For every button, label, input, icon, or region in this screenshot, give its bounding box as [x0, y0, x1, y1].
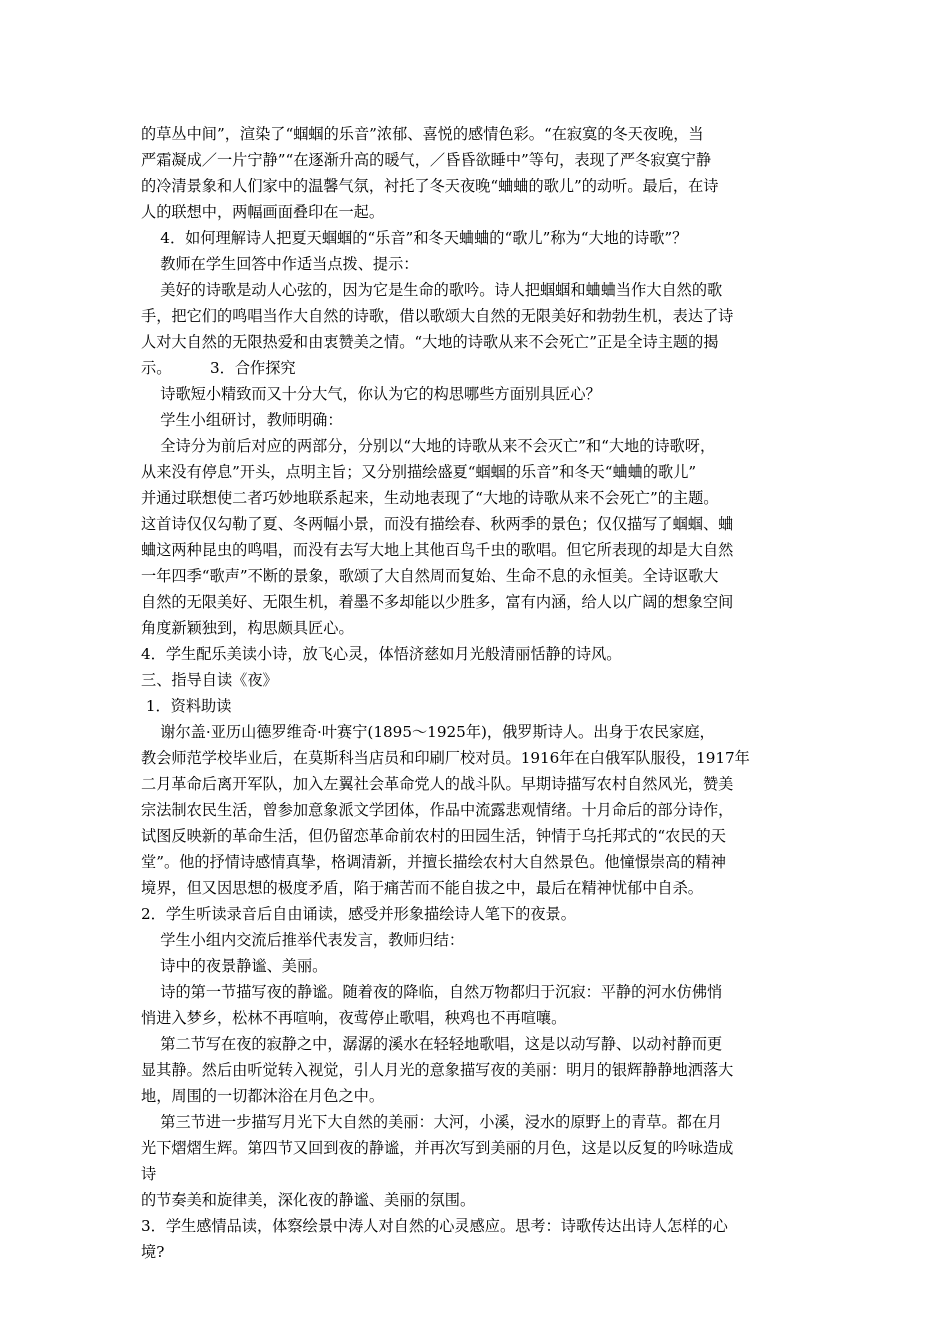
text-line: 人对大自然的无限热爱和由衷赞美之情。“大地的诗歌从来不会死亡”正是全诗主题的揭: [141, 333, 719, 351]
text-line: 第二节写在夜的寂静之中，潺潺的溪水在轻轻地歌唱，这是以动写静、以动衬静而更: [141, 1035, 723, 1053]
section-line: 示。 3．合作探究: [141, 359, 296, 377]
text-line: 谢尔盖·亚历山德罗维奇·叶赛宁(1895～1925年)，俄罗斯诗人。出身于农民家庭，: [141, 723, 715, 741]
section-heading: 三、指导自读《夜》: [141, 671, 278, 689]
text-line: 光下熠熠生辉。第四节又回到夜的静谧，并再次写到美丽的月色，这是以反复的吟咏造成: [141, 1139, 734, 1157]
text-line: 地，周围的一切都沐浴在月色之中。: [141, 1087, 384, 1105]
text-line: 美好的诗歌是动人心弦的，因为它是生命的歌吟。诗人把蝈蝈和蛐蛐当作大自然的歌: [141, 281, 723, 299]
text-line: 境?: [141, 1243, 165, 1261]
text-line: 诗歌短小精致而又十分大气，你认为它的构思哪些方面别具匠心？: [141, 385, 601, 403]
text-line: 并通过联想使二者巧妙地联系起来，生动地表现了“大地的诗歌从来不会死亡”的主题。: [141, 489, 719, 507]
text-line: 诗: [141, 1165, 157, 1183]
text-line: 显其静。然后由听觉转入视觉，引人月光的意象描写夜的美丽：明月的银辉静静地洒落大: [141, 1061, 734, 1079]
text-line: 的草丛中间”，渲染了“蝈蝈的乐音”浓郁、喜悦的感情色彩。“在寂寞的冬天夜晚，当: [141, 125, 704, 143]
text-line: 试图反映新的革命生活，但仍留恋革命前农村的田园生活，钟情于乌托邦式的“农民的天: [141, 827, 726, 845]
text-line: 从来没有停息”开头，点明主旨；又分别描绘盛夏“蝈蝈的乐音”和冬天“蛐蛐的歌儿”: [141, 463, 697, 481]
text-line: 一年四季“歌声”不断的景象，歌颂了大自然周而复始、生命不息的永恒美。全诗讴歌大: [141, 567, 719, 585]
text-line: 悄进入梦乡，松林不再喧响，夜莺停止歌唱，秧鸡也不再喧嚷。: [141, 1009, 567, 1027]
text-line: 手，把它们的鸣唱当作大自然的诗歌，借以歌颂大自然的无限美好和勃勃生机，表达了诗: [141, 307, 734, 325]
text-line: 境界，但又因思想的极度矛盾，陷于痛苦而不能自拔之中，最后在精神忧郁中自杀。: [141, 879, 703, 897]
text-line: 自然的无限美好、无限生机，着墨不多却能以少胜多，富有内涵，给人以广阔的想象空间: [141, 593, 734, 611]
text-line: 堂”。他的抒情诗感情真挚，格调清新，并擅长描绘农村大自然景色。他憧憬崇高的精神: [141, 853, 726, 871]
text-line: 第三节进一步描写月光下大自然的美丽：大河，小溪，浸水的原野上的青草。都在月: [141, 1113, 723, 1131]
text-line: 二月革命后离开军队，加入左翼社会革命党人的战斗队。早期诗描写农村自然风光，赞美: [141, 775, 734, 793]
question-line: 4．如何理解诗人把夏天蝈蝈的“乐音”和冬天蛐蛐的“歌儿”称为“大地的诗歌”？: [141, 229, 688, 247]
text-line: 宗法制农民生活，曾参加意象派文学团体，作品中流露悲观情绪。十月命后的部分诗作，: [141, 801, 734, 819]
document-page: [141, 121, 811, 1265]
text-line: 蛐这两种昆虫的鸣唱，而没有去写大地上其他百鸟千虫的歌唱。但它所表现的却是大自然: [141, 541, 734, 559]
text-line: 学生小组研讨，教师明确：: [141, 411, 343, 429]
text-line: 的节奏美和旋律美，深化夜的静谧、美丽的氛围。: [141, 1191, 476, 1209]
text-line: 教会师范学校毕业后，在莫斯科当店员和印刷厂校对员。1916年在白俄军队服役，1917年: [141, 749, 750, 767]
text-line: 严霜凝成／一片宁静”“在逐渐升高的暖气，／昏昏欲睡中”等句，表现了严冬寂寞宁静: [141, 151, 712, 169]
step-line: 3．学生感情品读，体察绘景中涛人对自然的心灵感应。思考：诗歌传达出诗人怎样的心: [141, 1217, 728, 1235]
text-line: 教师在学生回答中作适当点拨、提示：: [141, 255, 419, 273]
subsection-heading: 1．资料助读: [141, 697, 232, 715]
text-line: 角度新颖独到，构思颇具匠心。: [141, 619, 354, 637]
step-line: 2．学生听读录音后自由诵读，感受并形象描绘诗人笔下的夜景。: [141, 905, 576, 923]
text-line: 人的联想中，两幅画面叠印在一起。: [141, 203, 384, 221]
text-line: 的冷清景象和人们家中的温馨气氛，衬托了冬天夜晚“蛐蛐的歌儿”的动听。最后，在诗: [141, 177, 719, 195]
step-line: 4．学生配乐美读小诗，放飞心灵，体悟济慈如月光般清丽恬静的诗风。: [141, 645, 622, 663]
text-line: 全诗分为前后对应的两部分，分别以“大地的诗歌从来不会灭亡”和“大地的诗歌呀，: [141, 437, 716, 455]
text-line: 诗的第一节描写夜的静谧。随着夜的降临，自然万物都归于沉寂：平静的河水仿佛悄: [141, 983, 723, 1001]
text-line: 诗中的夜景静谧、美丽。: [141, 957, 328, 975]
text-line: 这首诗仅仅勾勒了夏、冬两幅小景，而没有描绘春、秋两季的景色；仅仅描写了蝈蝈、蛐: [141, 515, 734, 533]
text-line: 学生小组内交流后推举代表发言，教师归结：: [141, 931, 465, 949]
